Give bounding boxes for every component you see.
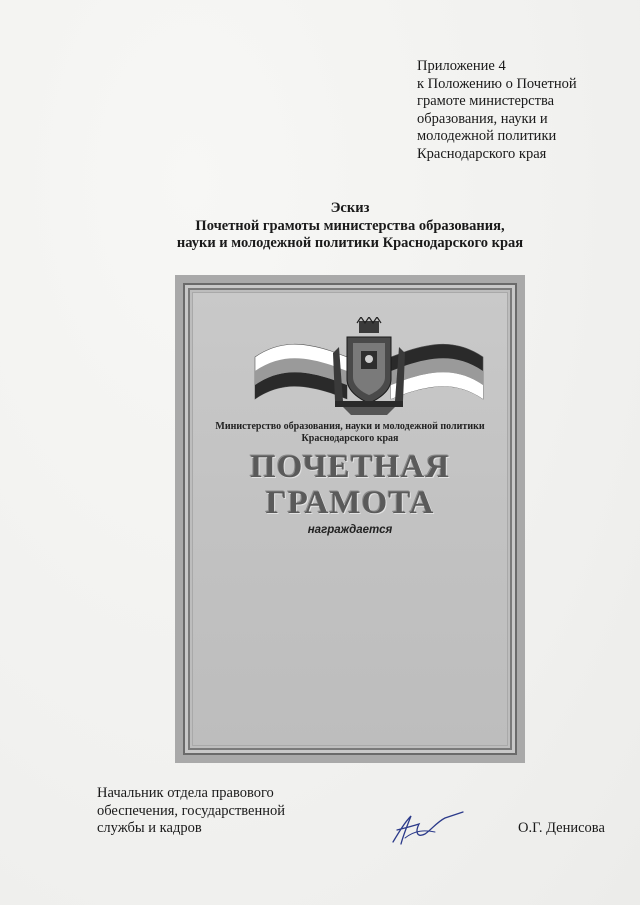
ministry-name [193, 421, 507, 445]
certificate-title-line: ПОЧЕТНАЯ [249, 449, 451, 485]
signer-position-line: обеспечения, государственной [97, 802, 286, 819]
appendix-line: Приложение 4 [417, 58, 506, 74]
handwritten-signature [385, 808, 465, 848]
ministry-line: Краснодарского края [301, 433, 399, 444]
signer-position [97, 785, 337, 838]
sketch-title-line: Почетной грамоты министерства образования, [195, 217, 505, 234]
appendix-line: к Положению о Почетной [417, 75, 577, 92]
sketch-title [0, 200, 640, 253]
ministry-line: Министерство образования, науки и молодежной политики [215, 421, 485, 432]
signer-position-line: службы и кадров [97, 820, 202, 836]
coat-of-arms-with-flags-icon [251, 317, 487, 417]
appendix-line: образования, науки и [417, 110, 548, 127]
awarded-caption: награждается [307, 524, 393, 536]
sketch-title-line: науки и молодежной политики Краснодарского края [176, 235, 524, 251]
signer-name: О.Г. Денисова [518, 820, 605, 836]
signer-position-line: Начальник отдела правового [97, 785, 274, 801]
certificate-title [193, 449, 507, 521]
appendix-note [417, 58, 632, 163]
appendix-line: грамоте министерства [417, 93, 555, 109]
certificate-title-line: ГРАМОТА [265, 485, 435, 521]
appendix-line: Краснодарского края [417, 145, 547, 162]
sketch-title-line: Эскиз [330, 200, 370, 216]
certificate-sketch [175, 275, 525, 763]
certificate-field [193, 293, 507, 745]
appendix-line: молодежной политики [417, 128, 557, 144]
